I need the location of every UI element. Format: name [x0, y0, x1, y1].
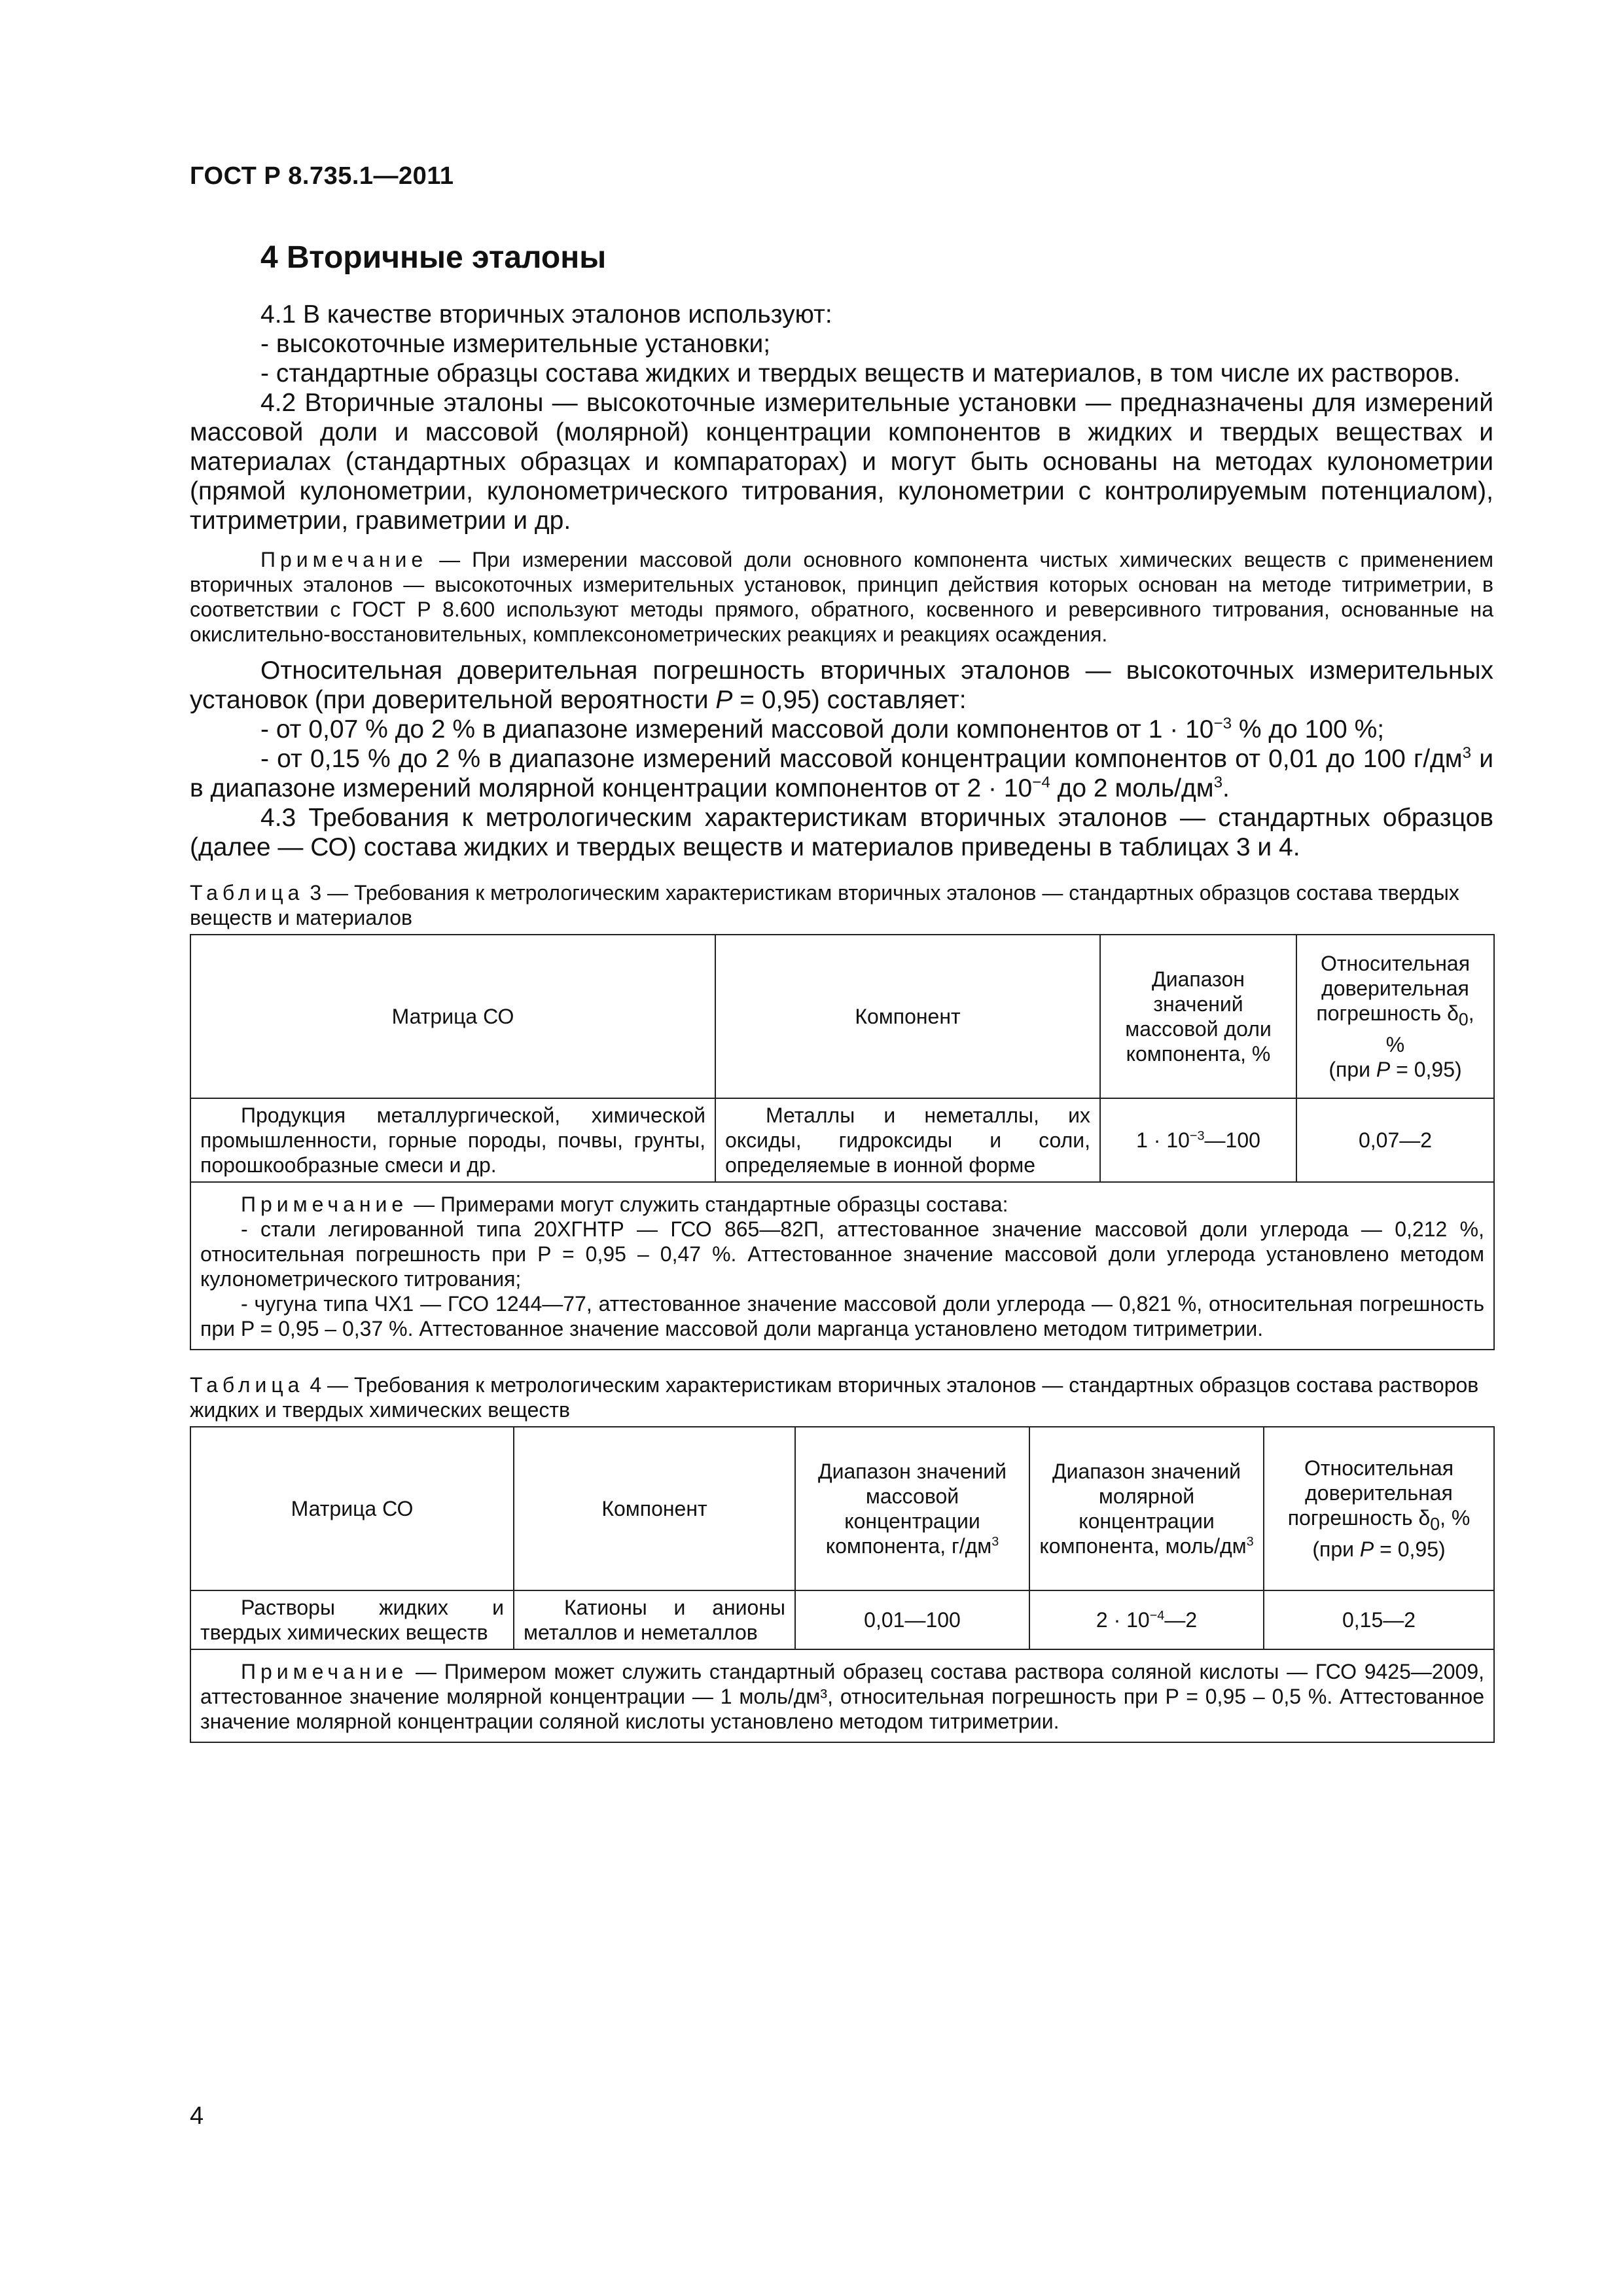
- paragraph-4-1: 4.1 В качестве вторичных эталонов используют:: [260, 300, 832, 329]
- list-item: - высокоточные измерительные установки;: [260, 330, 771, 358]
- accuracy-paragraph: Относительная доверительная погрешность вторичных эталонов — высокоточных измерительных установок (при доверительной вероятности P = 0,95) составляет:: [190, 656, 1493, 714]
- paragraph-4-3: 4.3 Требования к метрологическим характеристикам вторичных эталонов — стандартных образцов (далее — СО) состава жидких и твердых веществ и материалов приведены в таблицах 3 и 4.: [190, 804, 1493, 861]
- table-3-caption: Таблица 3 — Требования к метрологическим характеристикам вторичных эталонов — стандартных образцов состава твердых веществ и материалов: [190, 881, 1459, 929]
- table-cell: Металлы и неметаллы, их оксиды, гидроксиды и соли, определяемые в ионной форме: [715, 1098, 1100, 1182]
- list-item: - стали легированной типа 20ХГНТР — ГСО 865—82П, аттестованное значение массовой доли углерода — 0,212 %, относительная погрешность при P = 0,95 – 0,47 %. Аттестованное значение массовой доли углерода установлено методом кулонометрического титрования;: [200, 1217, 1484, 1291]
- table-cell: Продукция металлургической, химической промышленности, горные породы, почвы, грунты, порошкообразные смеси и др.: [190, 1098, 715, 1182]
- column-header: Компонент: [715, 935, 1100, 1098]
- standard-designation: ГОСТ Р 8.735.1—2011: [190, 162, 454, 190]
- list-item: - от 0,15 % до 2 % в диапазоне измерений массовой концентрации компонентов от 0,01 до 100 $г/дм^3$ и в диапазоне измерений молярной концентрации компонентов от $2 \cdot 10^{-4}$ до 2 моль/$дм^3$.: [190, 744, 1494, 802]
- note-text: — При измерении массовой доли основного компонента чистых химических веществ с применением вторичных эталонов — высокоточных измерительных установок, принцип действия которых основан на методе титриметрии, в соответствии с ГОСТ Р 8.600 используют методы прямого, обратного, косвенного и реверсивного титрования, основанные на окислительно-восстановительных, комплексонометрических реакциях и реакциях осаждения.: [190, 548, 1493, 646]
- column-header: Матрица СО: [190, 935, 715, 1098]
- section-title: 4 Вторичные эталоны: [260, 240, 607, 275]
- table-note-row: [190, 1182, 1494, 1350]
- table-row: [190, 1098, 1494, 1182]
- table-cell: 0,01—100: [795, 1590, 1029, 1649]
- table-note: Примечание — Примером может служить стандартный образец состава раствора соляной кислоты — ГСО 9425—2009, аттестованное значение молярной концентрации — 1 моль/дм³, относительная погрешность при P = 0,95 – 0,5 %. Аттестованное значение молярной концентрации соляной кислоты установлено методом титриметрии.: [190, 1649, 1494, 1742]
- list-item: - стандартные образцы состава жидких и твердых веществ и материалов, в том числе их растворов.: [260, 359, 1461, 387]
- column-header: Относительная доверительная погрешность $\delta_0$, % (при P = 0,95): [1264, 1427, 1494, 1590]
- note-label: Примечание: [260, 548, 428, 571]
- paragraph-4-2: 4.2 Вторичные эталоны — высокоточные измерительные установки — предназначены для измерений массовой доли и массовой (молярной) концентрации компонентов в жидких и твердых веществах и материалах (стандартных образцах и компараторах) и могут быть основаны на методах кулонометрии (прямой кулонометрии, кулонометрического титрования, кулонометрии с контролируемым потенциалом), титриметрии, гравиметрии и др.: [190, 389, 1493, 535]
- table-cell: 0,07—2: [1296, 1098, 1494, 1182]
- table-cell: Растворы жидких и твердых химических веществ: [190, 1590, 514, 1649]
- table-note: Примечание — Примерами могут служить стандартные образцы состава: - стали легированной типа 20ХГНТР — ГСО 865—82П, аттестованное значение массовой доли углерода — 0,212 %, относительная погрешность при P = 0,95 – 0,47 %. Аттестованное значение массовой доли углерода установлено методом кулонометрического титрования; - чугуна типа ЧХ1 — ГСО 1244—77, аттестованное значение массовой доли углерода — 0,821 %, относительная погрешность при P = 0,95 – 0,37 %. Аттестованное значение массовой доли марганца установлено методом титриметрии.: [190, 1182, 1494, 1350]
- table-cell: 0,15—2: [1264, 1590, 1494, 1649]
- table-3: [190, 934, 1495, 1350]
- table-note-row: [190, 1649, 1494, 1742]
- table-row: [190, 1590, 1494, 1649]
- table-cell: Катионы и анионы металлов и неметаллов: [514, 1590, 795, 1649]
- table-header-row: [190, 935, 1494, 1098]
- list-item: - от 0,07 % до 2 % в диапазоне измерений массовой доли компонентов от $1 \cdot 10^{-3}$ % до 100 %;: [260, 715, 1385, 744]
- column-header: Относительная доверительная погрешность $\delta_0$, % (при P = 0,95): [1296, 935, 1494, 1098]
- column-header: Диапазон значений массовой концентрации компонента, $г/дм^3$: [795, 1427, 1029, 1590]
- table-4: [190, 1426, 1495, 1743]
- column-header: Компонент: [514, 1427, 795, 1590]
- column-header: Диапазон значений молярной концентрации компонента, моль/$дм^3$: [1029, 1427, 1264, 1590]
- list-item: - чугуна типа ЧХ1 — ГСО 1244—77, аттестованное значение массовой доли углерода — 0,821 %, относительная погрешность при P = 0,95 – 0,37 %. Аттестованное значение массовой доли марганца установлено методом титриметрии.: [200, 1292, 1484, 1340]
- document-body: [190, 300, 1493, 1743]
- table-cell: $2 \cdot 10^{-4}—2$: [1029, 1590, 1264, 1649]
- table-header-row: [190, 1427, 1494, 1590]
- column-header: Матрица СО: [190, 1427, 514, 1590]
- table-4-caption: Таблица 4 — Требования к метрологическим характеристикам вторичных эталонов — стандартных образцов состава растворов жидких и твердых химических веществ: [190, 1373, 1479, 1422]
- column-header: Диапазон значений массовой доли компонента, %: [1100, 935, 1296, 1098]
- page-number: 4: [190, 2102, 204, 2130]
- table-cell: $1 \cdot 10^{-3}—100$: [1100, 1098, 1296, 1182]
- note: [190, 547, 1493, 647]
